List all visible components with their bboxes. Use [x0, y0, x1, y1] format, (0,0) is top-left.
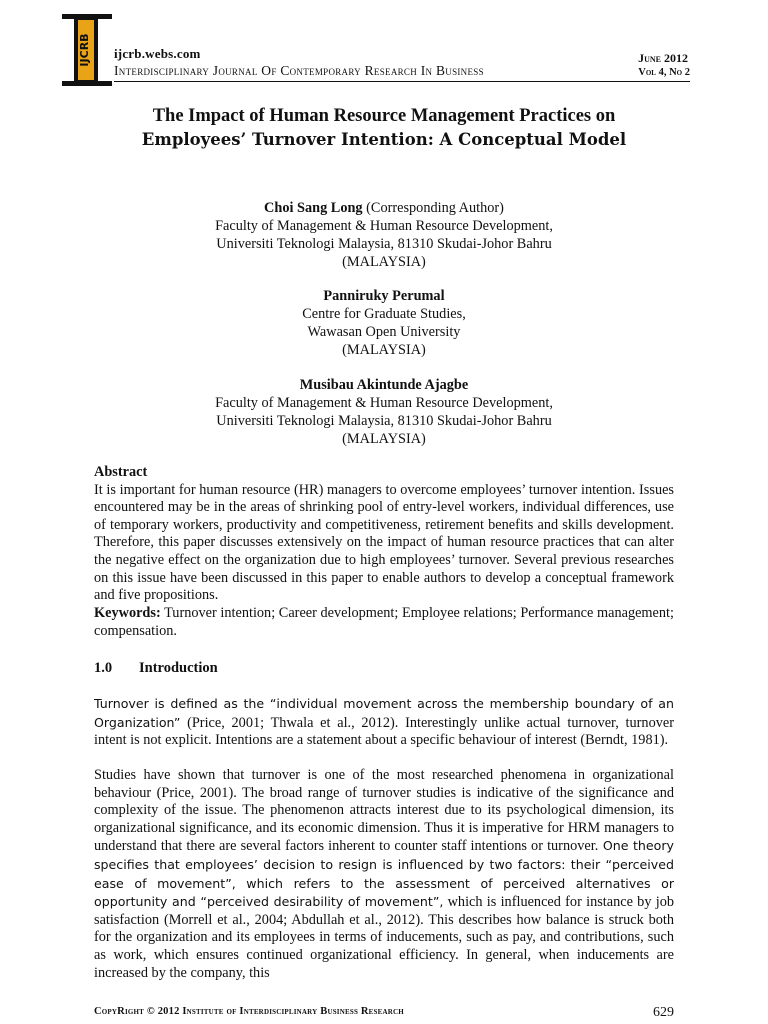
author-2: [80, 287, 688, 359]
author-3: [80, 376, 688, 448]
title-line-2: Employees’ Turnover Intention: A Conceptual Model: [141, 130, 627, 149]
author-note: (Corresponding Author): [362, 200, 504, 216]
page-number: 629: [653, 1005, 674, 1020]
intro-p1-rest: (Price, 2001; Thwala et al., 2012). Interestingly unlike actual turnover, turnover intent is not explicit. Intentions are a statement about a specific behaviour of interest (Berndt, 1981).: [94, 714, 674, 749]
affiliation-line: Wawasan Open University: [307, 324, 461, 340]
issue-volume: Vol 4, No 2: [638, 67, 690, 78]
section-title: Introduction: [139, 660, 218, 676]
affiliation-line: Faculty of Management & Human Resource Development,: [215, 395, 553, 411]
affiliation-line: Centre for Graduate Studies,: [302, 306, 466, 322]
affiliation-country: (MALAYSIA): [342, 254, 426, 270]
title-line-1: The Impact of Human Resource Management Practices on: [152, 106, 616, 126]
affiliation-line: Faculty of Management & Human Resource Development,: [215, 218, 553, 234]
paper-title: [80, 104, 688, 152]
keywords: [94, 605, 674, 640]
author-name: Choi Sang Long: [264, 200, 363, 216]
logo-text: IJCRB: [78, 33, 91, 67]
intro-p2-theory: One theory specifies that employees’ decision to resign is influenced by two factors: their “perceived ease of movement”, which refers to the assessment of perceived alternatives or opportunity and “perceived desirability of movement”,: [94, 838, 675, 910]
header-rule: [114, 81, 690, 82]
intro-p2-end: which is influenced for instance by job satisfaction (Morrell et al., 2004; Abdullah et al., 2012). This describes how balance is struck both for the organization and its employees in terms of inducements, such as pay, and contributions, such as work, which ensures continued organizational efficiency. In general, when inducements are increased by the company, this: [94, 894, 674, 981]
author-name: Musibau Akintunde Ajagbe: [299, 377, 469, 393]
intro-p2-start: Studies have shown that turnover is one of the most researched phenomena in organizational behaviour (Price, 2001). The broad range of turnover studies is indicative of the significance and complexity of the issue. The phenomenon attracts interest due to its psychological dimension, its organizational significance, and its economic dimension. Thus it is imperative for HRM managers to understand that there are several factors inherent to counter staff intentions or turnover.: [94, 767, 674, 855]
section-heading: [94, 660, 218, 677]
intro-paragraph-1: [94, 695, 674, 750]
journal-logo: [60, 14, 116, 86]
author-1: [80, 199, 688, 271]
intro-paragraph-2: [94, 767, 674, 982]
abstract-heading: Abstract: [94, 464, 148, 480]
journal-name: Interdisciplinary Journal Of Contemporary Research In Business: [114, 63, 484, 78]
abstract-text: It is important for human resource (HR) managers to overcome employees’ turnover intention. Issues encountered may be in the areas of shrinking pool of entry-level workers, individual differences, use of temporary workers, productivity and competitiveness, retirement benefits and skills development. Therefore, this paper discusses extensively on the impact of human resource practices that can alter the negative effect on the organization due to high employees’ turnover. Several previous researches on this issue have been discussed in this paper to enable authors to develop a conceptual framework and five propositions.: [94, 481, 674, 604]
affiliation-line: Universiti Teknologi Malaysia, 81310 Skudai-Johor Bahru: [216, 236, 552, 252]
section-number: 1.0: [94, 660, 113, 676]
affiliation-country: (MALAYSIA): [342, 431, 426, 447]
affiliation-line: Universiti Teknologi Malaysia, 81310 Skudai-Johor Bahru: [216, 413, 552, 429]
issue-date: June 2012: [638, 51, 688, 65]
site-url[interactable]: ijcrb.webs.com: [114, 46, 201, 61]
intro-p1-definition: Turnover is defined as the “individual movement across the membership boundary of an Organization”: [94, 696, 674, 730]
abstract: [94, 464, 674, 605]
keywords-label: Keywords:: [94, 605, 161, 621]
affiliation-country: (MALAYSIA): [342, 342, 426, 358]
copyright-footer: CopyRight © 2012 Institute of Interdisciplinary Business Research: [94, 1006, 404, 1017]
author-name: Panniruky Perumal: [323, 288, 445, 304]
keywords-text: Turnover intention; Career development; Employee relations; Performance management; compensation.: [94, 605, 674, 639]
